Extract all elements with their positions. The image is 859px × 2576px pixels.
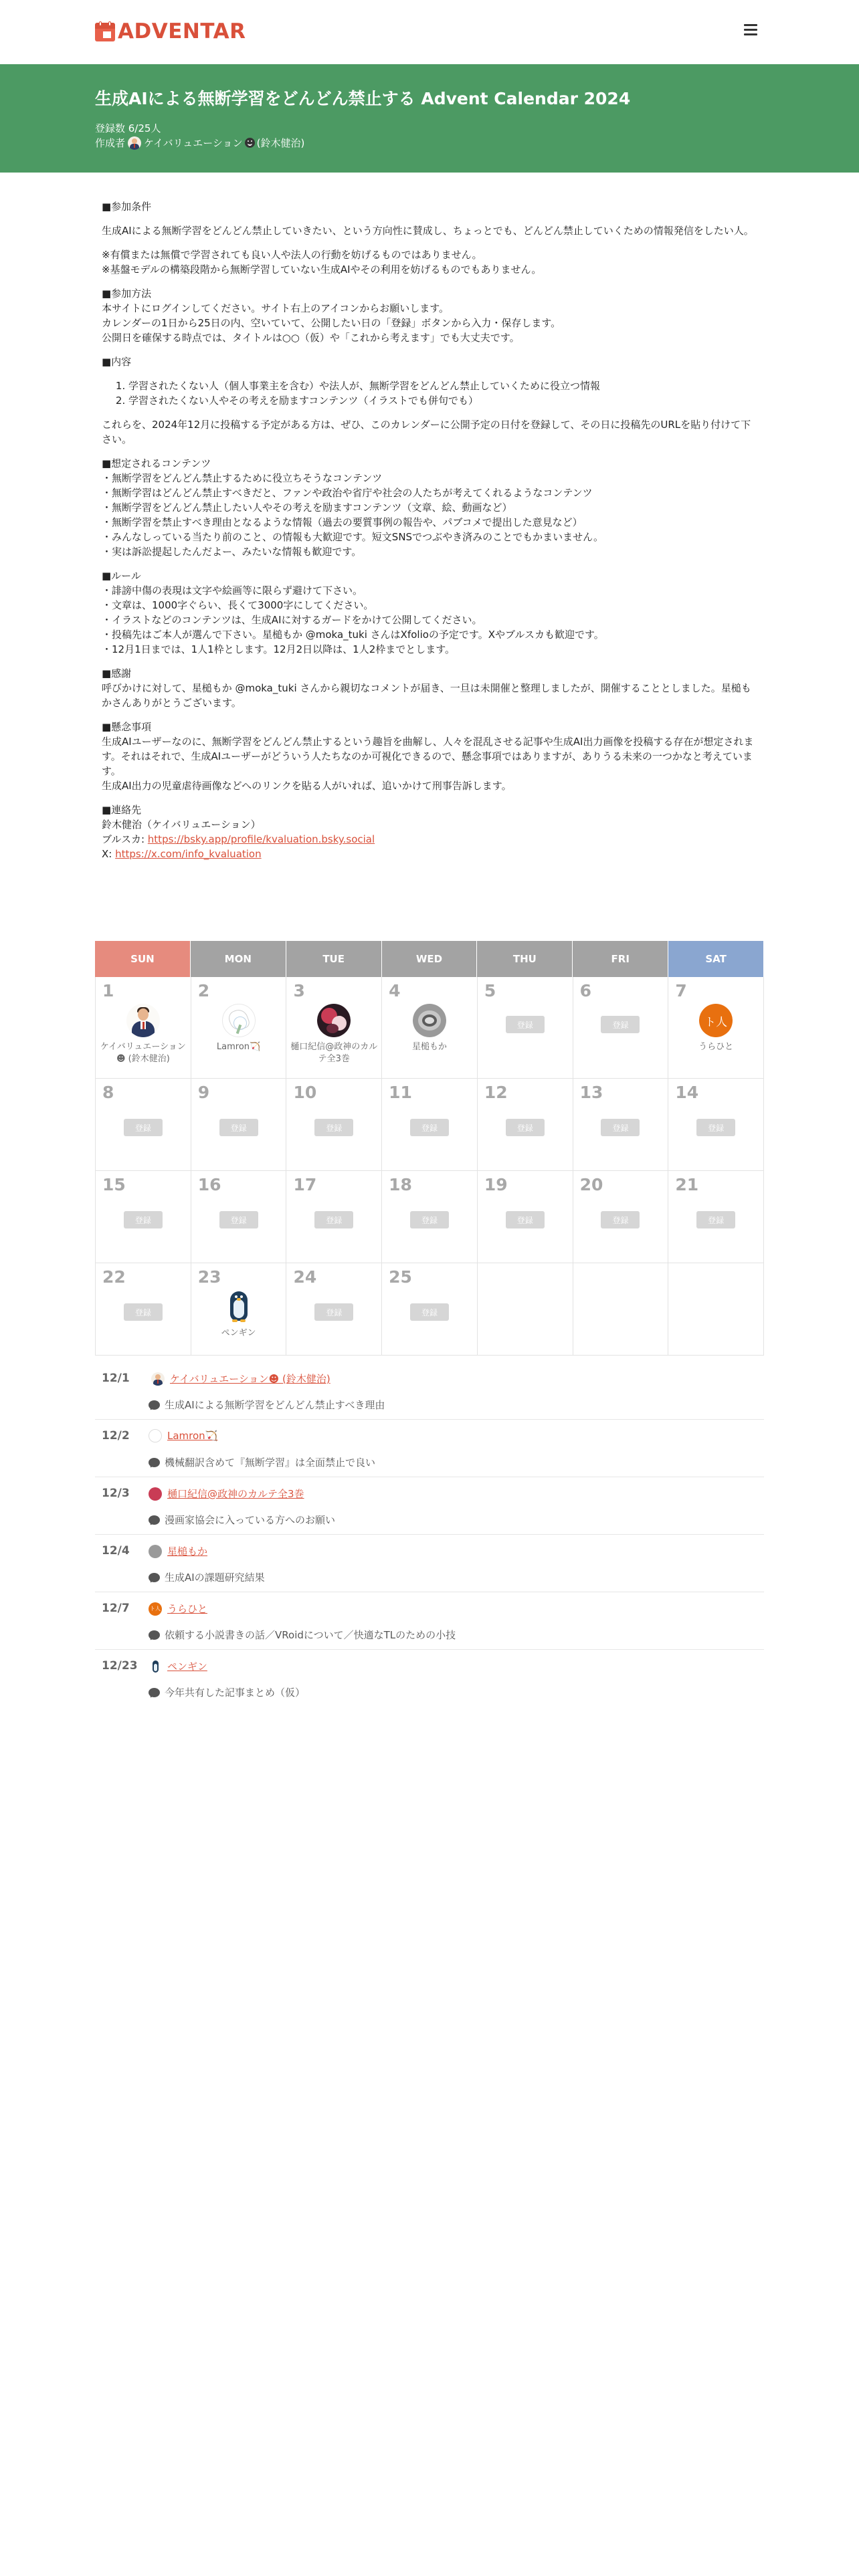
smiley-icon: [245, 138, 255, 148]
assumed-item: ・無断学習をどんどん禁止したい人やその考えを励ますコンテンツ（文章、絵、動画など）: [102, 502, 512, 514]
register-button[interactable]: 登録: [506, 1016, 545, 1033]
author-name[interactable]: うらひと: [698, 1042, 734, 1052]
day-cell-25: [382, 1263, 478, 1355]
author-avatar[interactable]: ト人: [149, 1602, 162, 1616]
day-number: 14: [675, 1083, 699, 1102]
entry-date: 12/4: [102, 1544, 130, 1558]
rule-item: ・12月1日までは、1人1枠とします。12月2日以降は、1人2枠までとします。: [102, 643, 456, 655]
advent-calendar-grid: [95, 941, 764, 1356]
author-link[interactable]: うらひと: [167, 1603, 208, 1615]
author-avatar[interactable]: [317, 1004, 351, 1037]
adventar-logo[interactable]: [95, 20, 246, 43]
day-cell-14: [668, 1079, 764, 1170]
day-number: 10: [293, 1083, 317, 1102]
author-avatar[interactable]: [149, 1487, 162, 1501]
calendar-week: [95, 1079, 764, 1171]
day-cell-12: [478, 1079, 573, 1170]
creator-realname: (鈴木健治): [256, 137, 305, 149]
entry-title: [149, 1398, 385, 1412]
entry-author: [149, 1429, 217, 1442]
entry-title: [149, 1455, 375, 1469]
register-button[interactable]: 登録: [601, 1211, 640, 1228]
rule-item: ・誹謗中傷の表現は文字や絵画等に限らず避けて下さい。: [102, 584, 363, 597]
x-line: [102, 847, 754, 861]
entry-author: [149, 1602, 207, 1616]
invite-text: これらを、2024年12月に投稿する予定がある方は、ぜひ、このカレンダーに公開予定の日付を登録して、その日に投稿先のURLを貼り付けて下さい。: [102, 419, 751, 445]
day-number: 9: [197, 1083, 210, 1102]
day-cell-23: [191, 1263, 287, 1355]
entry-author: [149, 1487, 304, 1501]
rule-item: ・文章は、1000字ぐらい、長くて3000字にしてください。: [102, 599, 374, 611]
day-number: 15: [102, 1175, 126, 1194]
entry-date: 12/2: [102, 1429, 130, 1442]
contact-heading: ■連絡先: [102, 804, 142, 816]
register-button[interactable]: 登録: [696, 1119, 735, 1136]
entry-date: 12/23: [102, 1659, 138, 1673]
author-avatar[interactable]: [126, 1004, 160, 1037]
day-cell-6: [573, 977, 669, 1078]
method-line-2: カレンダーの1日から25日の内、空いていて、公開したい日の「登録」ボタンから入力・保存します。: [102, 317, 561, 329]
empty-cell: [573, 1263, 669, 1355]
day-number: 21: [675, 1175, 699, 1194]
calendar-description: [102, 199, 754, 861]
day-number: 17: [293, 1175, 317, 1194]
calendar-week: [95, 1263, 764, 1356]
author-name[interactable]: 星槌もか: [412, 1042, 448, 1052]
logo-text: ADVENTAR: [118, 19, 246, 43]
entry-date: 12/7: [102, 1602, 130, 1615]
day-cell-4: [382, 977, 478, 1078]
day-number: 3: [293, 981, 305, 1000]
concern-heading: ■懸念事項: [102, 721, 152, 733]
entry-item: [95, 1477, 764, 1535]
author-avatar[interactable]: [149, 1429, 162, 1442]
day-cell-10: [286, 1079, 382, 1170]
register-button[interactable]: 登録: [124, 1119, 163, 1136]
x-label: X:: [102, 848, 112, 860]
weekday-fri: FRI: [573, 941, 668, 977]
page-title: 生成AIによる無断学習をどんどん禁止する Advent Calendar 2024: [95, 89, 631, 108]
contact-name: 鈴木健治（ケイバリュエーション）: [102, 819, 261, 831]
register-button[interactable]: 登録: [314, 1119, 353, 1136]
author-link[interactable]: Lamron🏹: [167, 1430, 218, 1442]
day-number: 20: [579, 1175, 603, 1194]
day-number: 12: [484, 1083, 508, 1102]
register-button[interactable]: 登録: [314, 1211, 353, 1228]
day-cell-1: [95, 977, 191, 1078]
author-name[interactable]: Lamron🏹: [216, 1042, 261, 1052]
day-number: 5: [484, 981, 496, 1000]
author-name[interactable]: ケイバリュエーション☻ (鈴木健治): [100, 1042, 186, 1064]
day-number: 13: [579, 1083, 603, 1102]
author-avatar[interactable]: [413, 1004, 446, 1037]
weekday-header: [95, 941, 764, 977]
entry-author: [149, 1544, 207, 1558]
penguin-avatar[interactable]: [222, 1290, 256, 1323]
entry-count: 登録数 6/25人: [95, 122, 161, 134]
entry-item: [95, 1362, 764, 1420]
day-cell-15: [95, 1171, 191, 1263]
day-number: 25: [389, 1267, 412, 1287]
author-name[interactable]: ペンギン: [221, 1328, 256, 1338]
author-avatar[interactable]: [222, 1004, 256, 1037]
content-list: [128, 379, 754, 408]
entry-title: [149, 1685, 305, 1699]
method-heading: ■参加方法: [102, 288, 152, 300]
register-button[interactable]: 登録: [124, 1211, 163, 1228]
day-number: 18: [389, 1175, 412, 1194]
conditions-heading: ■参加条件: [102, 201, 152, 213]
empty-cell: [478, 1263, 573, 1355]
register-button[interactable]: 登録: [506, 1211, 545, 1228]
assumed-item: ・みんなしっている当たり前のこと、の情報も大歓迎です。短文SNSでつぶやき済みのことでもかまいません。: [102, 531, 603, 543]
author-avatar[interactable]: ト人: [699, 1004, 733, 1037]
calendar-logo-icon: [95, 21, 115, 41]
day-number: 2: [197, 981, 210, 1000]
author-link[interactable]: ペンギン: [167, 1660, 207, 1673]
register-button[interactable]: 登録: [696, 1211, 735, 1228]
entry-date: 12/3: [102, 1487, 130, 1500]
weekday-sat: SAT: [668, 941, 764, 977]
entry-item: [95, 1650, 764, 1707]
entry-author: [149, 1372, 330, 1386]
rules-heading: ■ルール: [102, 570, 141, 582]
method-line-3: 公開日を確保する時点では、タイトルは○○（仮）や「これから考えます」でも大丈夫です。: [102, 332, 520, 344]
weekday-sun: SUN: [95, 941, 191, 977]
hamburger-icon[interactable]: [744, 23, 759, 36]
method-line-1: 本サイトにログインしてください。サイト右上のアイコンからお願いします。: [102, 302, 450, 314]
register-button[interactable]: 登録: [506, 1119, 545, 1136]
day-number: 11: [389, 1083, 412, 1102]
author-link[interactable]: 樋口紀信@政神のカルテ全3巻: [167, 1488, 304, 1500]
day-cell-2: [191, 977, 287, 1078]
assumed-item: ・無断学習を禁止すべき理由となるような情報（過去の要質事例の報告や、パブコメで提出した意見など）: [102, 516, 583, 528]
entry-item: [95, 1535, 764, 1592]
day-cell-5: [478, 977, 573, 1078]
day-cell-20: [573, 1171, 669, 1263]
day-cell-22: [95, 1263, 191, 1355]
empty-cell: [668, 1263, 764, 1355]
top-bar: [0, 0, 859, 64]
weekday-thu: THU: [477, 941, 573, 977]
day-cell-19: [478, 1171, 573, 1263]
rule-item: ・投稿先はご本人が選んで下さい。星槌もか @moka_tuki さんはXfolioの予定です。Xやブルスカも歓迎です。: [102, 629, 604, 641]
entry-date: 12/1: [102, 1372, 130, 1385]
author-avatar[interactable]: [149, 1545, 162, 1558]
entry-title-text[interactable]: 機械翻訳含めて『無断学習』は全面禁止で良い: [165, 1457, 376, 1469]
comment-icon: [149, 1515, 160, 1525]
concern-body-2: 生成AI出力の児童虐待画像などへのリンクを貼る人がいれば、追いかけて刑事告訴します。: [102, 780, 512, 792]
concern-body: 生成AIユーザーなのに、無断学習をどんどん禁止するという趣旨を曲解し、人々を混乱させる記事や生成AI出力画像を投稿する存在が想定されます。それはそれで、生成AIユーザーがどういう人たちなのか可視化できるので、懸念事項ではありますが、ありうる未来の一つかなと考えています。: [102, 736, 754, 777]
entry-title: [149, 1513, 335, 1527]
register-button[interactable]: 登録: [410, 1211, 449, 1228]
author-link[interactable]: 星槌もか: [167, 1545, 208, 1558]
day-cell-21: [668, 1171, 764, 1263]
register-button[interactable]: 登録: [410, 1303, 449, 1321]
entry-title-text[interactable]: 依頼する小説書きの話／VRoidについて／快適なTLのための小技: [165, 1629, 456, 1641]
day-cell-17: [286, 1171, 382, 1263]
day-number: 6: [579, 981, 591, 1000]
author-name[interactable]: 樋口紀信@政神のカルテ全3巻: [290, 1042, 378, 1064]
register-button[interactable]: 登録: [219, 1119, 258, 1136]
day-cell-7: [668, 977, 764, 1078]
day-cell-24: [286, 1263, 382, 1355]
day-number: 22: [102, 1267, 126, 1287]
weekday-mon: MON: [191, 941, 286, 977]
penguin-icon[interactable]: [149, 1660, 162, 1673]
day-cell-11: [382, 1079, 478, 1170]
register-button[interactable]: 登録: [314, 1303, 353, 1321]
comment-icon: [149, 1573, 160, 1582]
day-number: 1: [102, 981, 114, 1000]
note-1: ※有償または無償で学習されても良い人や法人の行動を妨げるものではありません。: [102, 249, 482, 261]
calendar-week: [95, 977, 764, 1079]
entry-title-text[interactable]: 漫画家協会に入っている方へのお願い: [165, 1514, 336, 1526]
content-item: 1. 学習されたくない人（個人事業主を含む）や法人が、無断学習をどんどん禁止していくために役立つ情報: [128, 379, 754, 393]
register-button[interactable]: 登録: [601, 1016, 640, 1033]
entry-title: [149, 1628, 456, 1642]
weekday-tue: TUE: [286, 941, 382, 977]
author-link[interactable]: ケイバリュエーション☻ (鈴木健治): [170, 1373, 330, 1385]
entry-author: [149, 1659, 207, 1673]
comment-icon: [149, 1688, 160, 1697]
calendar-week: [95, 1171, 764, 1263]
content-item: 2. 学習されたくない人やその考えを励ますコンテンツ（イラストでも併句でも）: [128, 393, 754, 408]
conditions-body: 生成AIによる無断学習をどんどん禁止していきたい、という方向性に賛成し、ちょっとでも、どんどん禁止していくための情報発信をしたい人。: [102, 225, 754, 237]
day-number: 24: [293, 1267, 317, 1287]
entry-list: [95, 1362, 764, 1707]
creator-avatar[interactable]: [128, 136, 141, 150]
comment-icon: [149, 1400, 160, 1410]
day-number: 19: [484, 1175, 508, 1194]
rule-item: ・イラストなどのコンテンツは、生成AIに対するガードをかけて公開してください。: [102, 614, 482, 626]
day-number: 7: [675, 981, 687, 1000]
assumed-item: ・実は訴訟提起したんだよー、みたいな情報も歓迎です。: [102, 546, 362, 558]
bluesky-label: ブルスカ:: [102, 833, 145, 845]
register-button[interactable]: 登録: [410, 1119, 449, 1136]
thanks-body: 呼びかけに対して、星槌もか @moka_tuki さんから親切なコメントが届き、一旦は未開催と整理しましたが、開催することとしました。星槌もかさんありがとうございます。: [102, 682, 751, 709]
note-2: ※基盤モデルの構築段階から無断学習していない生成AIやその利用を妨げるものでもありません。: [102, 263, 542, 276]
register-button[interactable]: 登録: [124, 1303, 163, 1321]
day-number: 8: [102, 1083, 114, 1102]
creator-name[interactable]: ケイバリュエーション: [144, 137, 243, 149]
day-cell-13: [573, 1079, 669, 1170]
calendar-hero: [0, 64, 859, 173]
day-cell-9: [191, 1079, 287, 1170]
day-cell-16: [191, 1171, 287, 1263]
entry-item: [95, 1592, 764, 1650]
day-cell-18: [382, 1171, 478, 1263]
creator-line: [95, 136, 304, 150]
bluesky-line: [102, 832, 754, 847]
entry-title-text[interactable]: 生成AIの課題研究結果: [165, 1572, 265, 1584]
entry-title-text[interactable]: 生成AIによる無断学習をどんどん禁止すべき理由: [165, 1399, 385, 1411]
assumed-item: ・無断学習をどんどん禁止するために役立ちそうなコンテンツ: [102, 472, 383, 484]
assumed-item: ・無断学習はどんどん禁止すべきだと、ファンや政治や省庁や社会の人たちが考えてくれるようなコンテンツ: [102, 487, 593, 499]
day-cell-8: [95, 1079, 191, 1170]
author-avatar[interactable]: [151, 1372, 165, 1386]
comment-icon: [149, 1630, 160, 1640]
comment-icon: [149, 1458, 160, 1467]
entry-title-text[interactable]: 今年共有した記事まとめ（仮）: [165, 1687, 306, 1699]
assumed-heading: ■想定されるコンテンツ: [102, 457, 211, 469]
entry-title: [149, 1570, 265, 1584]
day-number: 23: [197, 1267, 221, 1287]
bluesky-link[interactable]: https://bsky.app/profile/kvaluation.bsky.social: [147, 833, 375, 845]
day-cell-3: [286, 977, 382, 1078]
thanks-heading: ■感謝: [102, 667, 132, 679]
creator-prefix: 作成者: [95, 137, 126, 149]
day-number: 4: [389, 981, 401, 1000]
day-number: 16: [197, 1175, 221, 1194]
content-heading: ■内容: [102, 356, 132, 368]
register-button[interactable]: 登録: [219, 1211, 258, 1228]
weekday-wed: WED: [382, 941, 478, 977]
entry-item: [95, 1420, 764, 1477]
x-link[interactable]: https://x.com/info_kvaluation: [115, 848, 262, 860]
register-button[interactable]: 登録: [601, 1119, 640, 1136]
